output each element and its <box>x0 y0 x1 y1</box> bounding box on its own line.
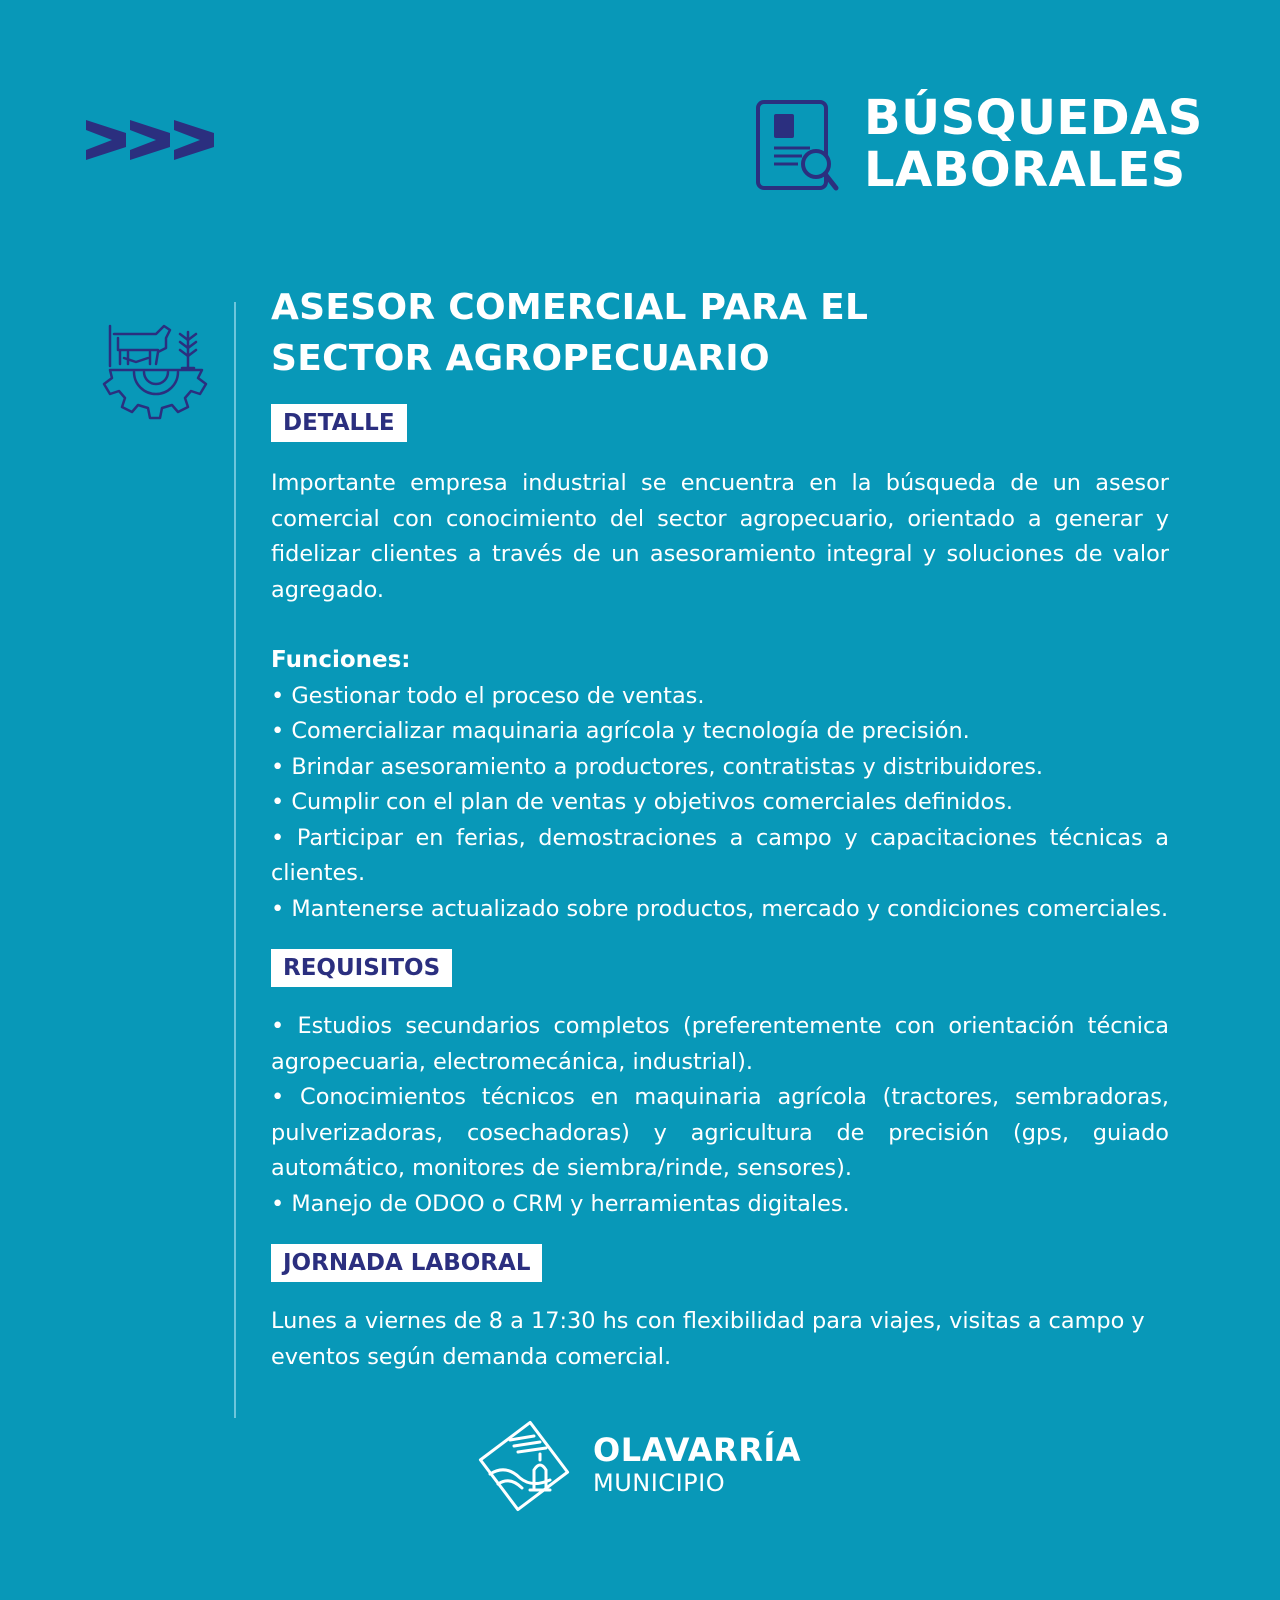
page-title <box>864 92 1203 196</box>
list-item: • Conocimientos técnicos en maquinaria agrícola (tractores, sembradoras, pulverizadoras, cosechadoras) y agricultura de precisión (gps, guiado automático, monitores de siembra/rinde, sensores). <box>271 1084 1169 1181</box>
footer-brand <box>593 1432 801 1498</box>
olavarria-municipio-logo-icon <box>476 1418 572 1514</box>
list-item: • Mantenerse actualizado sobre productos, mercado y condiciones comerciales. <box>271 895 1169 922</box>
funciones-list <box>271 679 1169 928</box>
page-title-line-2: LABORALES <box>864 142 1186 198</box>
document-search-icon <box>756 100 840 196</box>
detalle-text: Importante empresa industrial se encuentra en la búsqueda de un asesor comercial con conocimiento del sector agropecuario, orientado a generar y fidelizar clientes a través de un asesoramiento integral y soluciones de valor agregado. <box>271 470 1169 603</box>
funciones-title: Funciones: <box>271 647 411 673</box>
brand-name: OLAVARRÍA <box>593 1431 801 1469</box>
section-label-detalle: DETALLE <box>271 404 407 442</box>
list-item: • Brindar asesoramiento a productores, contratistas y distribuidores. <box>271 753 1043 780</box>
job-title-line-1: ASESOR COMERCIAL PARA EL <box>271 287 869 328</box>
job-title <box>271 282 1169 384</box>
triple-chevron-right-icon <box>86 118 216 162</box>
page-title-line-1: BÚSQUEDAS <box>864 90 1203 146</box>
list-item: • Comercializar maquinaria agrícola y tecnología de precisión. <box>271 718 970 744</box>
section-label-jornada: JORNADA LABORAL <box>271 1244 542 1282</box>
list-item: • Manejo de ODOO o CRM y herramientas digitales. <box>271 1190 850 1217</box>
jornada-text: Lunes a viernes de 8 a 17:30 hs con flexibilidad para viajes, visitas a campo y eventos según demanda comercial. <box>271 1308 1145 1370</box>
agro-industry-icon <box>100 312 212 424</box>
job-posting <box>271 282 1169 1375</box>
list-item: • Estudios secundarios completos (preferentemente con orientación técnica agropecuaria, electromecánica, industrial). <box>271 1013 1169 1075</box>
vertical-divider <box>234 302 236 1418</box>
list-item: • Participar en ferias, demostraciones a campo y capacitaciones técnicas a clientes. <box>271 824 1169 886</box>
requisitos-list <box>271 1009 1169 1222</box>
job-title-line-2: SECTOR AGROPECUARIO <box>271 338 770 379</box>
section-label-requisitos: REQUISITOS <box>271 949 452 987</box>
list-item: • Cumplir con el plan de ventas y objetivos comerciales definidos. <box>271 789 1013 815</box>
brand-sub: MUNICIPIO <box>593 1469 726 1497</box>
list-item: • Gestionar todo el proceso de ventas. <box>271 682 705 709</box>
